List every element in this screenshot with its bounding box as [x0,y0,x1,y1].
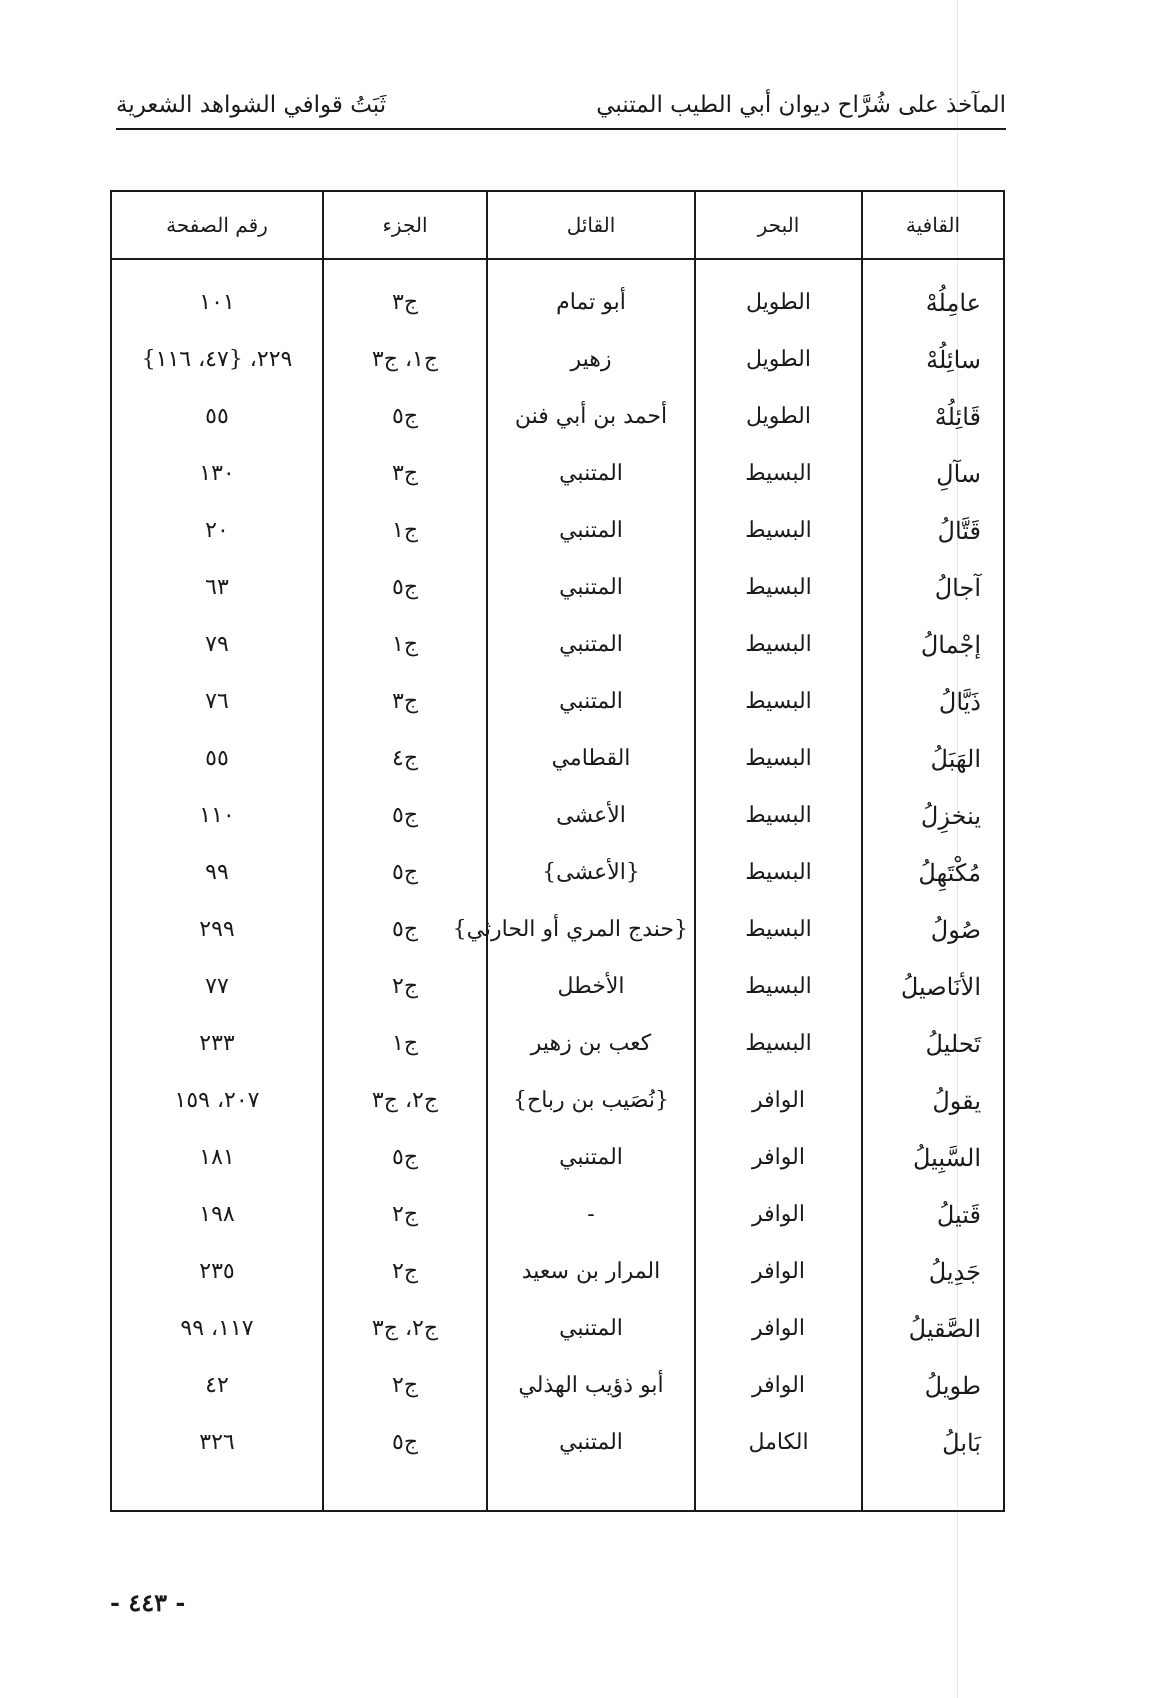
cell-part: ج٥ [323,388,487,445]
table-row [112,274,1003,331]
table-row [112,673,1003,730]
cell-meter: الوافر [695,1129,862,1186]
table-bottom-filler [112,1471,1003,1510]
table-body [112,259,1003,1510]
cell-page: ١١٠ [199,803,235,828]
cell-page: ٢٢٩، {٤٧، ١١٦} [141,347,293,372]
cell-poet: أبو ذؤيب الهذلي [487,1357,695,1414]
cell-meter: الوافر [695,1357,862,1414]
cell-poet: أبو تمام [487,274,695,331]
column-header-rhyme: القافية [862,192,1003,259]
cell-page: ٢٩٩ [199,917,235,942]
table-row [112,331,1003,388]
cell-poet: المتنبي [487,1129,695,1186]
cell-meter: البسيط [695,673,862,730]
cell-poet: {نُصَيب بن رباح} [487,1072,695,1129]
cell-page: ٩٩ [205,860,229,885]
cell-rhyme: صُولُ [862,901,1003,958]
cell-poet: الأعشى [487,787,695,844]
cell-page: ٤٢ [205,1373,229,1398]
cell-part: ج٢ [323,958,487,1015]
cell-rhyme: آجالُ [862,559,1003,616]
cell-part: ج١، ج٣ [323,331,487,388]
cell-rhyme: قَتيلُ [862,1186,1003,1243]
cell-poet: المتنبي [487,445,695,502]
table-row [112,1186,1003,1243]
table-row [112,445,1003,502]
cell-poet: - [487,1186,695,1243]
cell-page: ١٨١ [199,1145,235,1170]
table-row [112,1414,1003,1471]
cell-meter: الطويل [695,388,862,445]
cell-rhyme: يقولُ [862,1072,1003,1129]
running-header [116,82,1006,130]
cell-rhyme: سائِلُهْ [862,331,1003,388]
cell-part: ج٢ [323,1357,487,1414]
cell-part: ج٣ [323,445,487,502]
cell-meter: الوافر [695,1243,862,1300]
table-row [112,1072,1003,1129]
cell-part: ج٥ [323,844,487,901]
cell-rhyme: إجْمالُ [862,616,1003,673]
cell-rhyme: ذَيَّالُ [862,673,1003,730]
cell-rhyme: سآلِ [862,445,1003,502]
column-header-part: الجزء [323,192,487,259]
cell-poet: الأخطل [487,958,695,1015]
cell-poet: المتنبي [487,616,695,673]
cell-rhyme: بَابلُ [862,1414,1003,1471]
cell-meter: البسيط [695,616,862,673]
cell-meter: الوافر [695,1072,862,1129]
cell-part: ج٥ [323,901,487,958]
cell-part: ج٥ [323,1129,487,1186]
cell-poet: كعب بن زهير [487,1015,695,1072]
cell-page: ٧٧ [205,974,229,999]
table-row [112,388,1003,445]
cell-part: ج٥ [323,787,487,844]
table-row [112,1129,1003,1186]
cell-meter: البسيط [695,559,862,616]
cell-rhyme: السَّبِيلُ [862,1129,1003,1186]
cell-meter: البسيط [695,730,862,787]
cell-rhyme: ينخزِلُ [862,787,1003,844]
table-row [112,559,1003,616]
cell-page: ٢٠٧، ١٥٩ [174,1088,260,1113]
cell-poet: أحمد بن أبي فنن [487,388,695,445]
table-row [112,1357,1003,1414]
cell-part: ج٥ [323,559,487,616]
cell-part: ج١ [323,1015,487,1072]
cell-meter: البسيط [695,445,862,502]
table-row [112,502,1003,559]
cell-meter: الوافر [695,1186,862,1243]
cell-part: ج٢ [323,1243,487,1300]
table-row [112,616,1003,673]
cell-meter: الطويل [695,331,862,388]
cell-rhyme: تَحليلُ [862,1015,1003,1072]
cell-part: ج١ [323,616,487,673]
cell-part: ج٣ [323,673,487,730]
cell-page: ١٣٠ [199,461,235,486]
cell-meter: البسيط [695,787,862,844]
cell-page: ٣٢٦ [199,1430,235,1455]
cell-poet: القطامي [487,730,695,787]
table-row [112,1300,1003,1357]
table-row [112,844,1003,901]
cell-meter: البسيط [695,958,862,1015]
cell-part: ج١ [323,502,487,559]
cell-meter: الوافر [695,1300,862,1357]
cell-rhyme: مُكْتَهِلُ [862,844,1003,901]
rhymes-table-frame [110,190,1005,1512]
cell-poet: المتنبي [487,559,695,616]
cell-poet: المرار بن سعيد [487,1243,695,1300]
cell-page: ٥٥ [205,404,229,429]
cell-meter: البسيط [695,502,862,559]
cell-rhyme: طويلُ [862,1357,1003,1414]
cell-part: ج٢، ج٣ [323,1072,487,1129]
cell-meter: الطويل [695,274,862,331]
cell-rhyme: جَدِيلُ [862,1243,1003,1300]
cell-page: ٦٣ [205,575,229,600]
cell-meter: البسيط [695,901,862,958]
rhymes-index-table [112,192,1003,1510]
cell-poet: {حندج المري أو الحارثي} [487,901,695,958]
cell-meter: البسيط [695,844,862,901]
column-header-poet: القائل [487,192,695,259]
cell-page: ١٠١ [199,290,235,315]
cell-page: ٢٣٣ [199,1031,235,1056]
cell-rhyme: قَائِلُهْ [862,388,1003,445]
table-row [112,1015,1003,1072]
column-header-meter: البحر [695,192,862,259]
column-header-page: رقم الصفحة [112,192,323,259]
table-row [112,901,1003,958]
cell-part: ج٢، ج٣ [323,1300,487,1357]
table-top-spacer [112,259,1003,274]
cell-meter: البسيط [695,1015,862,1072]
cell-page: ١٩٨ [199,1202,235,1227]
table-header-row [112,192,1003,259]
cell-rhyme: الهَبَلُ [862,730,1003,787]
cell-page: ٢٣٥ [199,1259,235,1284]
table-row [112,958,1003,1015]
cell-poet: المتنبي [487,1300,695,1357]
cell-page: ٥٥ [205,746,229,771]
cell-poet: زهير [487,331,695,388]
cell-rhyme: عامِلُهْ [862,274,1003,331]
cell-part: ج٢ [323,1186,487,1243]
section-title: ثَبَتُ قوافي الشواهد الشعرية [116,92,387,118]
cell-rhyme: قَتَّالُ [862,502,1003,559]
cell-poet: المتنبي [487,673,695,730]
cell-meter: الكامل [695,1414,862,1471]
cell-part: ج٣ [323,274,487,331]
cell-page: ١١٧، ٩٩ [180,1316,254,1341]
cell-part: ج٥ [323,1414,487,1471]
table-row [112,1243,1003,1300]
cell-rhyme: الأنَاصيلُ [862,958,1003,1015]
cell-page: ٢٠ [205,518,229,543]
cell-page: ٧٩ [205,632,229,657]
page-number: - ٤٤٣ - [110,1588,186,1617]
table-row [112,787,1003,844]
cell-poet: {الأعشى} [487,844,695,901]
table-row [112,730,1003,787]
cell-poet: المتنبي [487,502,695,559]
cell-rhyme: الصَّقيلُ [862,1300,1003,1357]
book-title: المآخذ على شُرَّاح ديوان أبي الطيب المتنبي [596,92,1006,118]
cell-poet: المتنبي [487,1414,695,1471]
cell-part: ج٤ [323,730,487,787]
cell-page: ٧٦ [205,689,229,714]
